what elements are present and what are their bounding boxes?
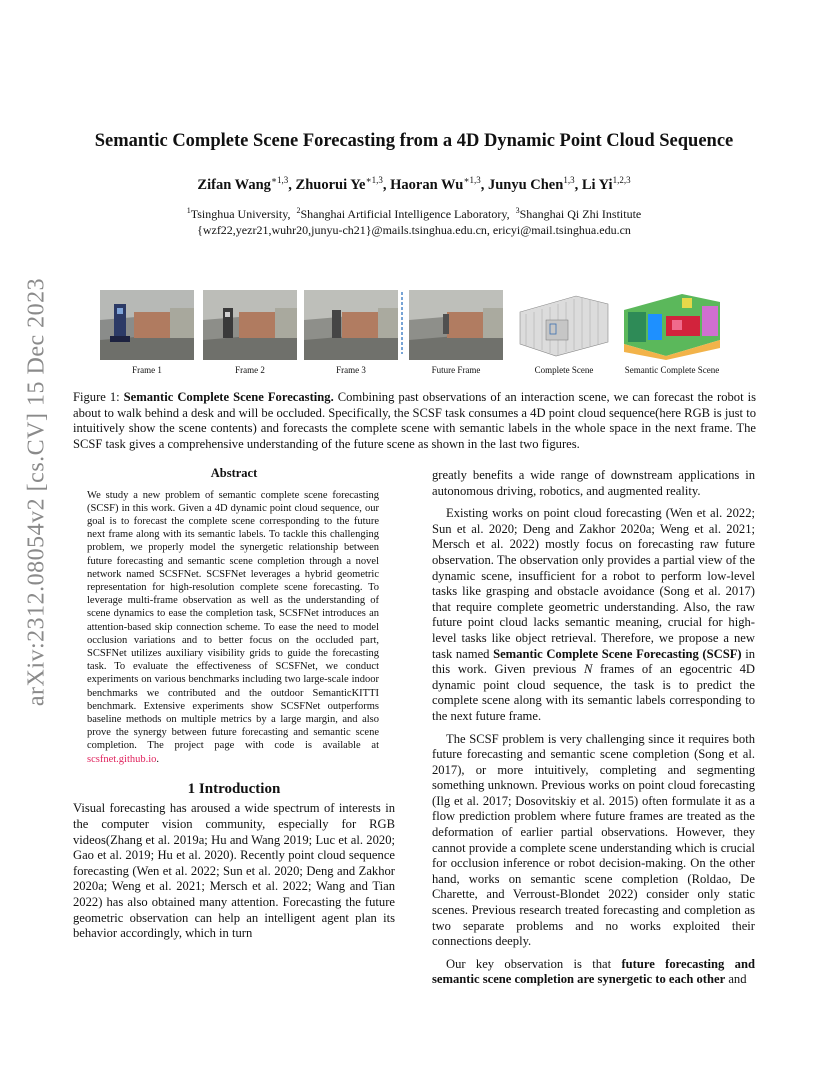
body-paragraph: Our key observation is that future forecasting and semantic scene completion are synergetic to each other and [432, 956, 755, 987]
paper-title: Semantic Complete Scene Forecasting from a 4D Dynamic Point Cloud Sequence [94, 131, 734, 151]
future-frame-image [409, 290, 503, 360]
figure-label: Future Frame [431, 365, 481, 375]
project-link[interactable]: scsfnet.github.io [87, 753, 157, 765]
author: Haoran $Wu^{∗1,3}$, [390, 175, 488, 193]
frame-1-image [100, 290, 194, 360]
figure-caption: Figure 1: Semantic Complete Scene Forecasting. Combining past observations of an interaction scene, we can forecast the robot is about to walk behind a desk and will be occluded. Specifically, the SCSF task consumes a 4D point cloud sequence(here RGB is just to intuitively show the scene contents) and forecasts the complete scene with semantic labels in the whole space in the next frame. The SCSF task gives a comprehensive understanding of the future scene as shown in the last two figures. [73, 390, 756, 451]
frame-2-image [203, 290, 297, 360]
frame-3-image [304, 290, 398, 360]
semantic-complete-scene-image [622, 290, 722, 360]
intro-paragraph: Visual forecasting has aroused a wide spectrum of interests in the computer vision community, especially for RGB videos(Zhang et al. 2019a; Hu and Wang 2019; Luc et al. 2020; Gao et al. 2019; Hu et al. 2020). Recently point cloud sequence forecasting (Wen et al. 2022; Sun et al. 2020; Deng and Zakhor 2020a; Weng et al. 2021; Mersch et al. 2022; Wang and Tian 2022) has also obtained many attention. Forecasting the future geometric observation can help an intelligent agent plan its behavior accordingly, which in turn [73, 801, 395, 941]
section-heading: 1 Introduction [187, 780, 281, 797]
arxiv-watermark [22, 277, 52, 707]
figure-label: Frame 3 [336, 365, 366, 375]
author-list [0, 175, 828, 194]
author: Zifan Wang$^{∗1,3}$, [197, 175, 296, 193]
figure-label: Semantic Complete Scene [624, 365, 720, 375]
author-emails: {wzf22,yezr21,wuhr20,junyu-ch21}@mails.tsinghua.edu.cn, ericyi@mail.tsinghua.edu.cn [197, 223, 631, 237]
body-paragraph: Existing works on point cloud forecasting (Wen et al. 2022; Sun et al. 2020; Deng and Zakhor 2020a; Weng et al. 2021; Mersch et al. 2022) mostly focus on forecasting raw future observation. The observation only provides a partial view of the dynamic scene, insufficient for a robot to perform low-level tasks like grasping and obstacle avoidance (Song et al. 2017) that require complete geometric understanding. Also, the raw future point cloud lacks semantic meaning, crucial for high-level tasks like object retrieval. Therefore, we propose a new task named Semantic Complete Scene Forecasting (SCSF) in this work. Given previous N frames of an egocentric 4D dynamic point cloud sequence, the task is to predict the complete scene along with its semantic labels corresponding to the next future frame. [432, 506, 756, 723]
right-column [432, 468, 755, 988]
author: Zhuorui $Ye^{∗1,3}$, [295, 175, 391, 193]
figure-label: Frame 1 [132, 365, 162, 375]
arxiv-id: arXiv:2312.08054v2 [cs.CV] 15 Dec 2023 [23, 277, 50, 707]
figure-1 [100, 290, 730, 380]
affiliations [0, 203, 828, 238]
body-paragraph: The SCSF problem is very challenging since it requires both future forecasting and semantic scene completion (Song et al. 2017), or more intuitively, completing and segmenting something unknown. Previous works on point cloud forecasting (Ilg et al. 2017; Dosovitskiy et al. 2015) often formulate it as a flow prediction problem where future frames are treated as the deformation of earlier partial observations. However, they cannot provide a complete scene understanding which is crucial for occlusion inference or robot decision-making. On the other hand, works on semantic scene completion (Roldao, De Charette, and Verroust-Blondet 2022) consider only static scenes. Previous research treated forecasting and completion as two separate problems and no works exploited their connections deeply. [432, 731, 755, 949]
body-paragraph: greatly benefits a wide range of downstream applications in autonomous driving, robotics, and augmented reality. [432, 468, 755, 498]
abstract-body: We study a new problem of semantic complete scene forecasting (SCSF) in this work. Given a 4D dynamic point cloud sequence, our goal is to forecast the complete scene corresponding to the future next frame along with its semantic labels. To tackle this challenging problem, we properly model the synergetic relationship between future forecasting and semantic scene completion through a novel network named SCSFNet. SCSFNet leverages a hybrid geometric representation for high-resolution complete scene forecasting. To leverage multi-frame observation as well as the understanding of scene dynamics to ease the completion task, SCSFNet introduces an attention-based skip connection scheme. To ease the need to model occlusion variations and to better focus on the occluded part, SCSFNet utilizes auxiliary visibility grids to guide the forecasting task. To evaluate the effectiveness of SCSFNet, we conduct experiments on various benchmarks including two large-scale indoor benchmarks we contributed and the outdoor SemanticKITTI benchmark. Extensive experiments show SCSFNet outperforms baseline methods on multiple metrics by a large margin, and also prove the synergy between future forecasting and semantic scene completion. The project page with code is available at scsfnet.github.io. [87, 489, 379, 765]
complete-scene-image [516, 290, 612, 360]
left-column [73, 466, 395, 942]
figure-label: Frame 2 [235, 365, 265, 375]
abstract-heading: Abstract [210, 466, 258, 480]
author: Junyu Chen$^{1,3}$, [487, 175, 582, 193]
affiliation-line: $^1$Tsinghua University, $^2$Shanghai Artificial Intelligence Laboratory, $^3$Shanghai Qi Zhi Institute [186, 206, 642, 221]
forecast-arrow-icon [400, 292, 404, 354]
author: Li Yi$^{1,2,3}$ [581, 175, 631, 193]
figure-label: Complete Scene [534, 365, 594, 375]
